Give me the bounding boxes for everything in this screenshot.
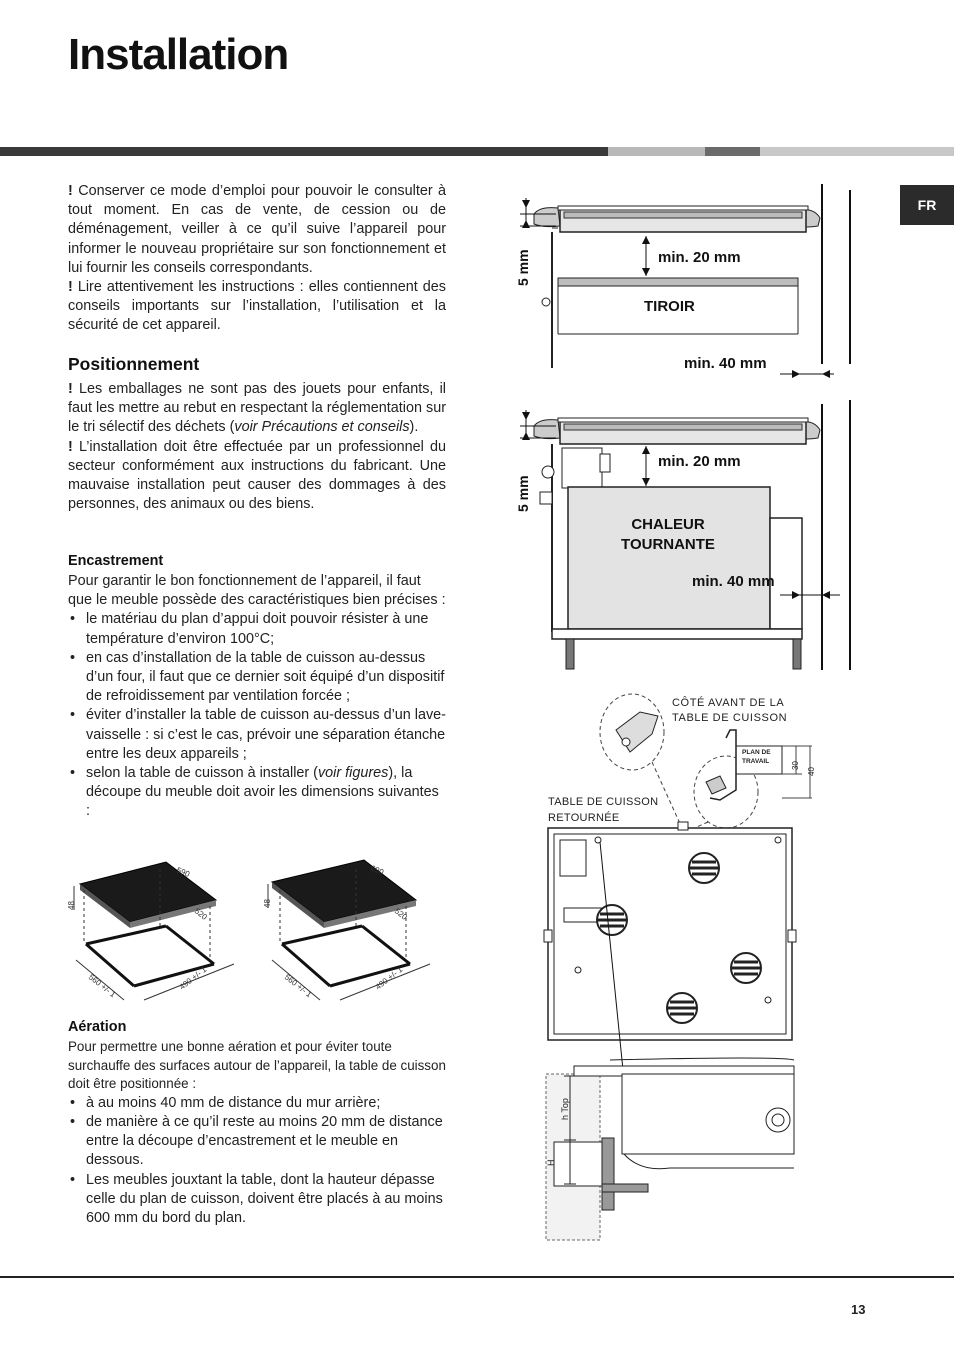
fixing-bracket-diagram (540, 690, 820, 1242)
dim-top: 590 (175, 865, 192, 879)
aeration-heading: Aération (68, 1019, 127, 1035)
language-tab: FR (900, 185, 954, 225)
dim-top: 690 (369, 863, 386, 877)
drawer-clearance-diagram (500, 178, 854, 388)
gap-label: 5 mm (515, 249, 531, 286)
dim-cut-left: 560 +/- 1 (282, 972, 314, 1000)
dim-height: 48 (263, 899, 272, 908)
list-item: • le matériau du plan d’appui doit pouvoir résister à une température d’environ 100°C; (68, 610, 446, 648)
positionnement-heading: Positionnement (68, 354, 200, 374)
oven-label-line1: CHALEUR (631, 516, 705, 533)
list-item: • à au moins 40 mm de distance du mur arrière; (68, 1094, 446, 1113)
footer-rule (0, 1276, 954, 1278)
worktop-label-2: TRAVAIL (742, 758, 770, 765)
drawer-label: TIROIR (644, 298, 695, 315)
header-bar-mid (705, 147, 760, 156)
list-item: • en cas d’installation de la table de cuisson au-dessus d’un four, il faut que ce dernier soit équipé d’un dispositif de refroidissement par ventilation forcée ; (68, 649, 446, 707)
h-top-label: h Top (560, 1098, 570, 1120)
oven-clearance-diagram (500, 400, 854, 672)
dim-cut-right: 490 +/- 1 (373, 964, 405, 992)
encastrement-intro: Pour garantir le bon fonctionnement de l’appareil, il faut que le meuble possède des caractéristiques bien précises : (68, 573, 446, 609)
cutout-figure-2 (260, 856, 440, 1006)
encastrement-list (68, 610, 446, 821)
list-item: • éviter d’installer la table de cuisson au-dessus d’un lave-vaisselle : si c’est le cas, prévoir une séparation étanche entre les deux appareils ; (68, 706, 446, 764)
front-side-label-2: TABLE DE CUISSON (672, 712, 788, 724)
list-item: • de manière à ce qu’il reste au moins 20 mm de distance entre la découpe d’encastrement et le meuble en dessous. (68, 1113, 446, 1171)
aeration-list (68, 1094, 446, 1228)
min40-label: min. 40 mm (684, 355, 767, 372)
h-label: H (546, 1159, 556, 1166)
aeration-section (68, 1038, 446, 1228)
dim-cut-left: 560 +/- 1 (86, 972, 118, 1000)
oven-label-line2: TOURNANTE (621, 536, 715, 553)
encastrement-section (68, 572, 446, 822)
encastrement-heading: Encastrement (68, 553, 164, 569)
worktop-label-1: PLAN DE (742, 749, 771, 756)
intro-paragraph-2: ! Lire attentivement les instructions : elles contiennent des conseils importants sur l’installation, l’utilisation et la sécurité de cet appareil. (68, 279, 447, 334)
flipped-hob-label-1: TABLE DE CUISSON (548, 796, 659, 808)
intro-paragraph-1: ! Conserver ce mode d’emploi pour pouvoir le consulter à tout moment. En cas de vente, de cession ou de déménagement, veiller à ce qu’il suive l’appareil pour informer le nouveau propriétaire sur son fonctionnement et lui fournir les conseils correspondants. (68, 183, 446, 276)
flipped-hob-label-2: RETOURNÉE (548, 812, 620, 824)
gap-label: 5 mm (515, 475, 531, 512)
dim-40: 40 (807, 767, 816, 776)
intro-section (68, 182, 446, 336)
page-title: Installation (68, 30, 289, 79)
dim-cut-right: 490 +/- 1 (177, 964, 209, 992)
list-item: • Les meubles jouxtant la table, dont la hauteur dépasse celle du plan de cuisson, doivent être placés à au moins 600 mm du bord du plan. (68, 1171, 446, 1229)
list-item: • selon la table de cuisson à installer (voir figures), la découpe du meuble doit avoir les dimensions suivantes : (68, 764, 446, 822)
positionnement-paragraph-2: ! L’installation doit être effectuée par un professionnel du secteur conformément aux instructions du fabricant. Une mauvaise installation peut causer des dommages à des personnes, des animaux ou des biens. (68, 438, 447, 513)
dim-side: 520 (192, 906, 209, 922)
dim-30: 30 (791, 761, 800, 770)
min40-label: min. 40 mm (692, 573, 775, 590)
dim-side: 520 (392, 906, 409, 922)
dim-height: 48 (67, 901, 76, 910)
front-side-label-1: CÔTÉ AVANT DE LA (672, 697, 785, 709)
cutout-figure-1 (64, 856, 244, 1006)
header-bar-light (608, 147, 705, 156)
header-bar-pale (760, 147, 954, 156)
header-bar-dark (0, 147, 608, 156)
positionnement-paragraph-1: ! Les emballages ne sont pas des jouets pour enfants, il faut les mettre au rebut en respectant la réglementation sur le tri sélectif des déchets (voir Précautions et conseils). (68, 381, 446, 436)
positionnement-section (68, 380, 446, 514)
min20-label: min. 20 mm (658, 453, 741, 470)
aeration-intro: Pour permettre une bonne aération et pour éviter toute surchauffe des surfaces autour de l’appareil, la table de cuisson doit être positionnée : (68, 1039, 446, 1092)
min20-label: min. 20 mm (658, 249, 741, 266)
page-number: 13 (851, 1302, 866, 1317)
